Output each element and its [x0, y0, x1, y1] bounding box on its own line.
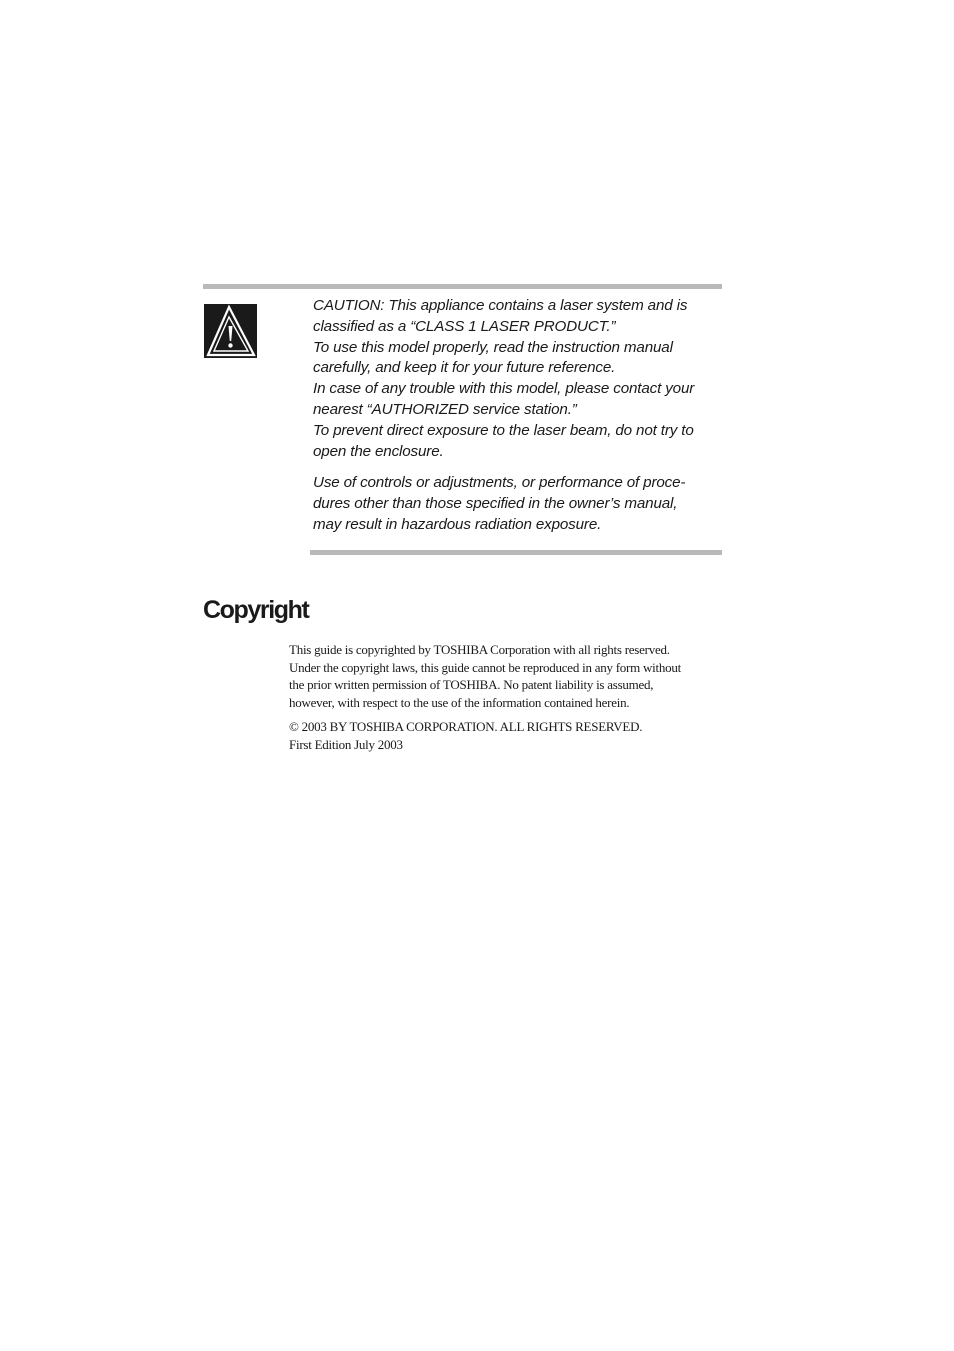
- copyright-paragraph-line: however, with respect to the use of the information contained herein.: [289, 694, 630, 710]
- edition-line: First Edition July 2003: [289, 736, 403, 752]
- caution-line: To prevent direct exposure to the laser beam, do not try to: [313, 421, 694, 439]
- caution-line: In case of any trouble with this model, please contact your: [313, 380, 695, 398]
- caution-top-rule: [203, 284, 722, 289]
- caution-bottom-rule: [310, 550, 722, 555]
- caution-line: CAUTION: This appliance contains a laser system and is: [313, 297, 688, 314]
- caution-line: To use this model properly, read the instruction manual: [313, 338, 673, 356]
- caution-line: nearest “AUTHORIZED service station.”: [313, 400, 577, 418]
- caution-line: open the enclosure.: [313, 442, 444, 460]
- copyright-paragraph-line: This guide is copyrighted by TOSHIBA Corporation with all rights reserved.: [289, 642, 670, 657]
- section-heading-copyright: Copyright: [203, 596, 309, 624]
- copyright-paragraph-line: the prior written permission of TOSHIBA. No patent liability is assumed,: [289, 677, 654, 693]
- copyright-text: [289, 641, 719, 754]
- caution-line: Use of controls or adjustments, or performance of proce-: [313, 474, 686, 492]
- copyright-paragraph-line: Under the copyright laws, this guide cannot be reproduced in any form without: [289, 659, 681, 675]
- caution-line: classified as a “CLASS 1 LASER PRODUCT.”: [313, 317, 616, 335]
- warning-triangle-icon: [204, 304, 257, 358]
- copyright-notice: © 2003 BY TOSHIBA CORPORATION. ALL RIGHTS RESERVED.: [289, 719, 643, 735]
- caution-line: carefully, and keep it for your future reference.: [313, 359, 616, 377]
- caution-text: [313, 296, 713, 536]
- caution-line: dures other than those specified in the owner’s manual,: [313, 495, 678, 513]
- caution-line: may result in hazardous radiation exposure.: [313, 515, 602, 533]
